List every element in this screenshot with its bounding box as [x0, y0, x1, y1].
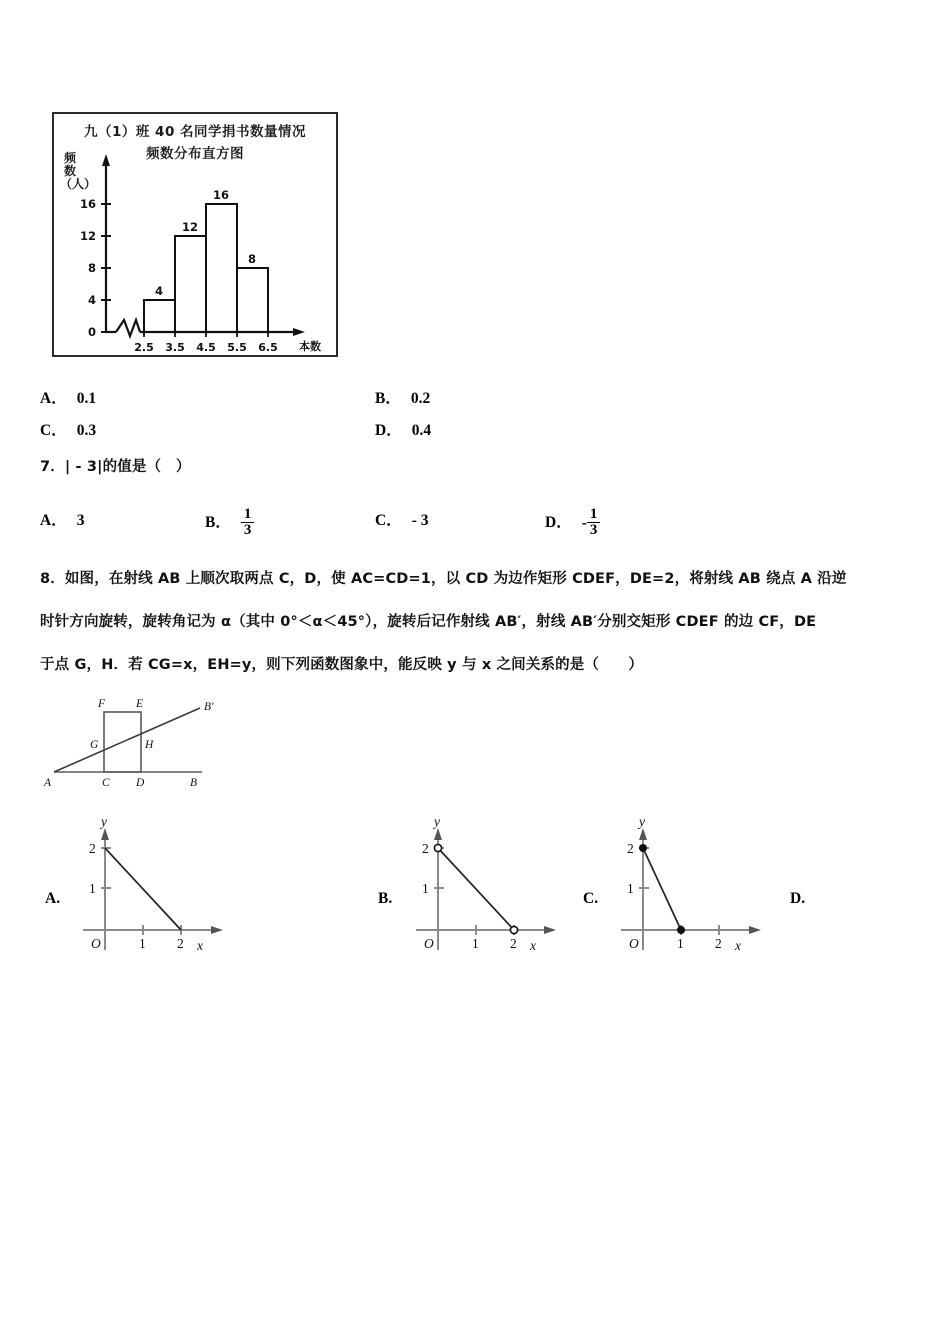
q8-a-x-axis-label: x	[197, 938, 203, 953]
q8-option-b-graph[interactable]	[408, 818, 568, 968]
question-8-line3: 于点 G，H．若 CG=x，EH=y，则下列函数图象中，能反映 y 与 x 之间关系的是（ ）	[40, 657, 644, 673]
q8-c-xtick-1: 1	[677, 936, 684, 951]
diagram-label-G: G	[90, 739, 99, 751]
q6-option-d-label: D．	[375, 422, 402, 439]
q8-option-b-label[interactable]: B.	[378, 890, 393, 907]
y-tick-0: 0	[87, 325, 96, 339]
bar-label-2: 12	[181, 220, 199, 234]
bar-label-3: 16	[212, 188, 230, 202]
question-7-stem: 7．| ‑ 3|的值是（ ）	[40, 459, 191, 475]
x-tick-4: 5.5	[227, 341, 247, 354]
q7-option-d-denominator: 3	[587, 522, 601, 538]
q8-a-ytick-1: 1	[89, 881, 96, 896]
q7-option-d[interactable]	[545, 508, 600, 540]
x-tick-2: 3.5	[165, 341, 185, 354]
q8-c-origin: O	[629, 936, 639, 951]
q7-option-a[interactable]	[40, 508, 84, 530]
q8-b-origin: O	[424, 936, 434, 951]
x-tick-5: 6.5	[258, 341, 278, 354]
histogram-y-axis-label: 频数（人）	[60, 151, 97, 191]
q7-option-b-numerator: 1	[243, 506, 252, 522]
question-8-line1: 8．如图，在射线 AB 上顺次取两点 C，D，使 AC=CD=1，以 CD 为边作矩形 CDEF，DE=2，将射线 AB 绕点 A 沿逆	[40, 571, 847, 587]
question-8-line2: 时针方向旋转，旋转角记为 α（其中 0°＜α＜45°），旋转后记作射线 AB′，射线 AB′分别交矩形 CDEF 的边 CF，DE	[40, 614, 817, 630]
question-8-geometry-diagram	[32, 690, 262, 800]
q8-c-filled-endpoint-bottom	[677, 926, 685, 934]
q6-option-a[interactable]	[40, 386, 96, 408]
q7-option-b-fraction	[241, 507, 255, 539]
histogram-title-line1: 九（1）班 40 名同学捐书数量情况	[83, 124, 307, 140]
q8-b-open-endpoint-bottom	[510, 926, 517, 933]
q8-a-xtick-1: 1	[139, 936, 146, 951]
q8-b-x-axis-label: x	[530, 938, 536, 953]
q8-c-x-axis-label: x	[735, 938, 741, 953]
diagram-label-C: C	[102, 777, 110, 789]
q7-option-d-sign: ‑	[581, 514, 587, 532]
q8-a-y-axis-label: y	[101, 818, 107, 829]
q8-b-open-endpoint-top	[434, 844, 441, 851]
q7-option-d-numerator: 1	[589, 506, 598, 522]
diagram-label-D: D	[136, 777, 145, 789]
histogram-title-line2: 频数分布直方图	[146, 146, 244, 162]
q7-option-c-label: C．	[375, 512, 402, 529]
histogram-figure	[52, 112, 338, 357]
q8-c-filled-endpoint-top	[639, 844, 647, 852]
q8-b-xtick-1: 1	[472, 936, 479, 951]
q8-c-ytick-1: 1	[627, 881, 634, 896]
q8-c-xtick-2: 2	[715, 936, 722, 951]
x-tick-3: 4.5	[196, 341, 216, 354]
bar-label-4: 8	[247, 252, 257, 266]
histogram-plot	[54, 114, 340, 359]
q8-option-a-graph[interactable]	[75, 818, 235, 968]
bar-label-1: 4	[154, 284, 164, 298]
y-tick-8: 8	[87, 261, 96, 275]
q7-option-b-denominator: 3	[241, 522, 255, 538]
q8-option-c-graph[interactable]	[613, 818, 773, 968]
q6-option-d-value: 0.4	[411, 422, 432, 439]
q8-a-origin: O	[91, 936, 101, 951]
q8-b-ytick-1: 1	[422, 881, 429, 896]
q6-option-c-value: 0.3	[76, 422, 97, 439]
q8-option-a-label[interactable]: A.	[45, 890, 61, 907]
q6-option-a-label: A．	[40, 390, 67, 407]
q6-option-a-value: 0.1	[76, 390, 97, 407]
x-axis-label: 本数	[299, 340, 321, 353]
diagram-label-H: H	[145, 739, 154, 751]
q8-b-y-axis-label: y	[434, 818, 440, 829]
q6-option-b-value: 0.2	[410, 390, 431, 407]
q7-option-a-value: 3	[76, 512, 85, 529]
q6-option-b[interactable]	[375, 386, 430, 408]
q7-option-c-value: ‑ 3	[411, 512, 429, 529]
x-tick-1: 2.5	[134, 341, 154, 354]
diagram-label-F: F	[98, 698, 106, 710]
q8-option-d-label[interactable]: D.	[790, 890, 806, 907]
q6-option-b-label: B．	[375, 390, 401, 407]
q6-option-c[interactable]	[40, 418, 96, 440]
q7-option-b-label: B．	[205, 514, 231, 532]
q8-a-ytick-2: 2	[89, 841, 96, 856]
q8-option-c-label[interactable]: C.	[583, 890, 599, 907]
y-tick-12: 12	[79, 229, 96, 243]
diagram-label-E: E	[136, 698, 144, 710]
y-tick-16: 16	[79, 197, 96, 211]
diagram-label-B-prime: B'	[204, 701, 214, 713]
diagram-label-B: B	[190, 777, 198, 789]
y-tick-4: 4	[87, 293, 96, 307]
q6-option-c-label: C．	[40, 422, 67, 439]
q8-b-ytick-2: 2	[422, 841, 429, 856]
q8-a-xtick-2: 2	[177, 936, 184, 951]
q7-option-d-fraction	[587, 507, 601, 539]
q7-option-c[interactable]	[375, 508, 429, 530]
q8-c-y-axis-label: y	[639, 818, 645, 829]
q6-option-d[interactable]	[375, 418, 431, 440]
q7-option-d-label: D．	[545, 514, 572, 532]
q7-option-a-label: A．	[40, 512, 67, 529]
q8-c-ytick-2: 2	[627, 841, 634, 856]
q7-option-b[interactable]	[205, 508, 254, 540]
diagram-label-A: A	[44, 777, 52, 789]
q8-b-xtick-2: 2	[510, 936, 517, 951]
